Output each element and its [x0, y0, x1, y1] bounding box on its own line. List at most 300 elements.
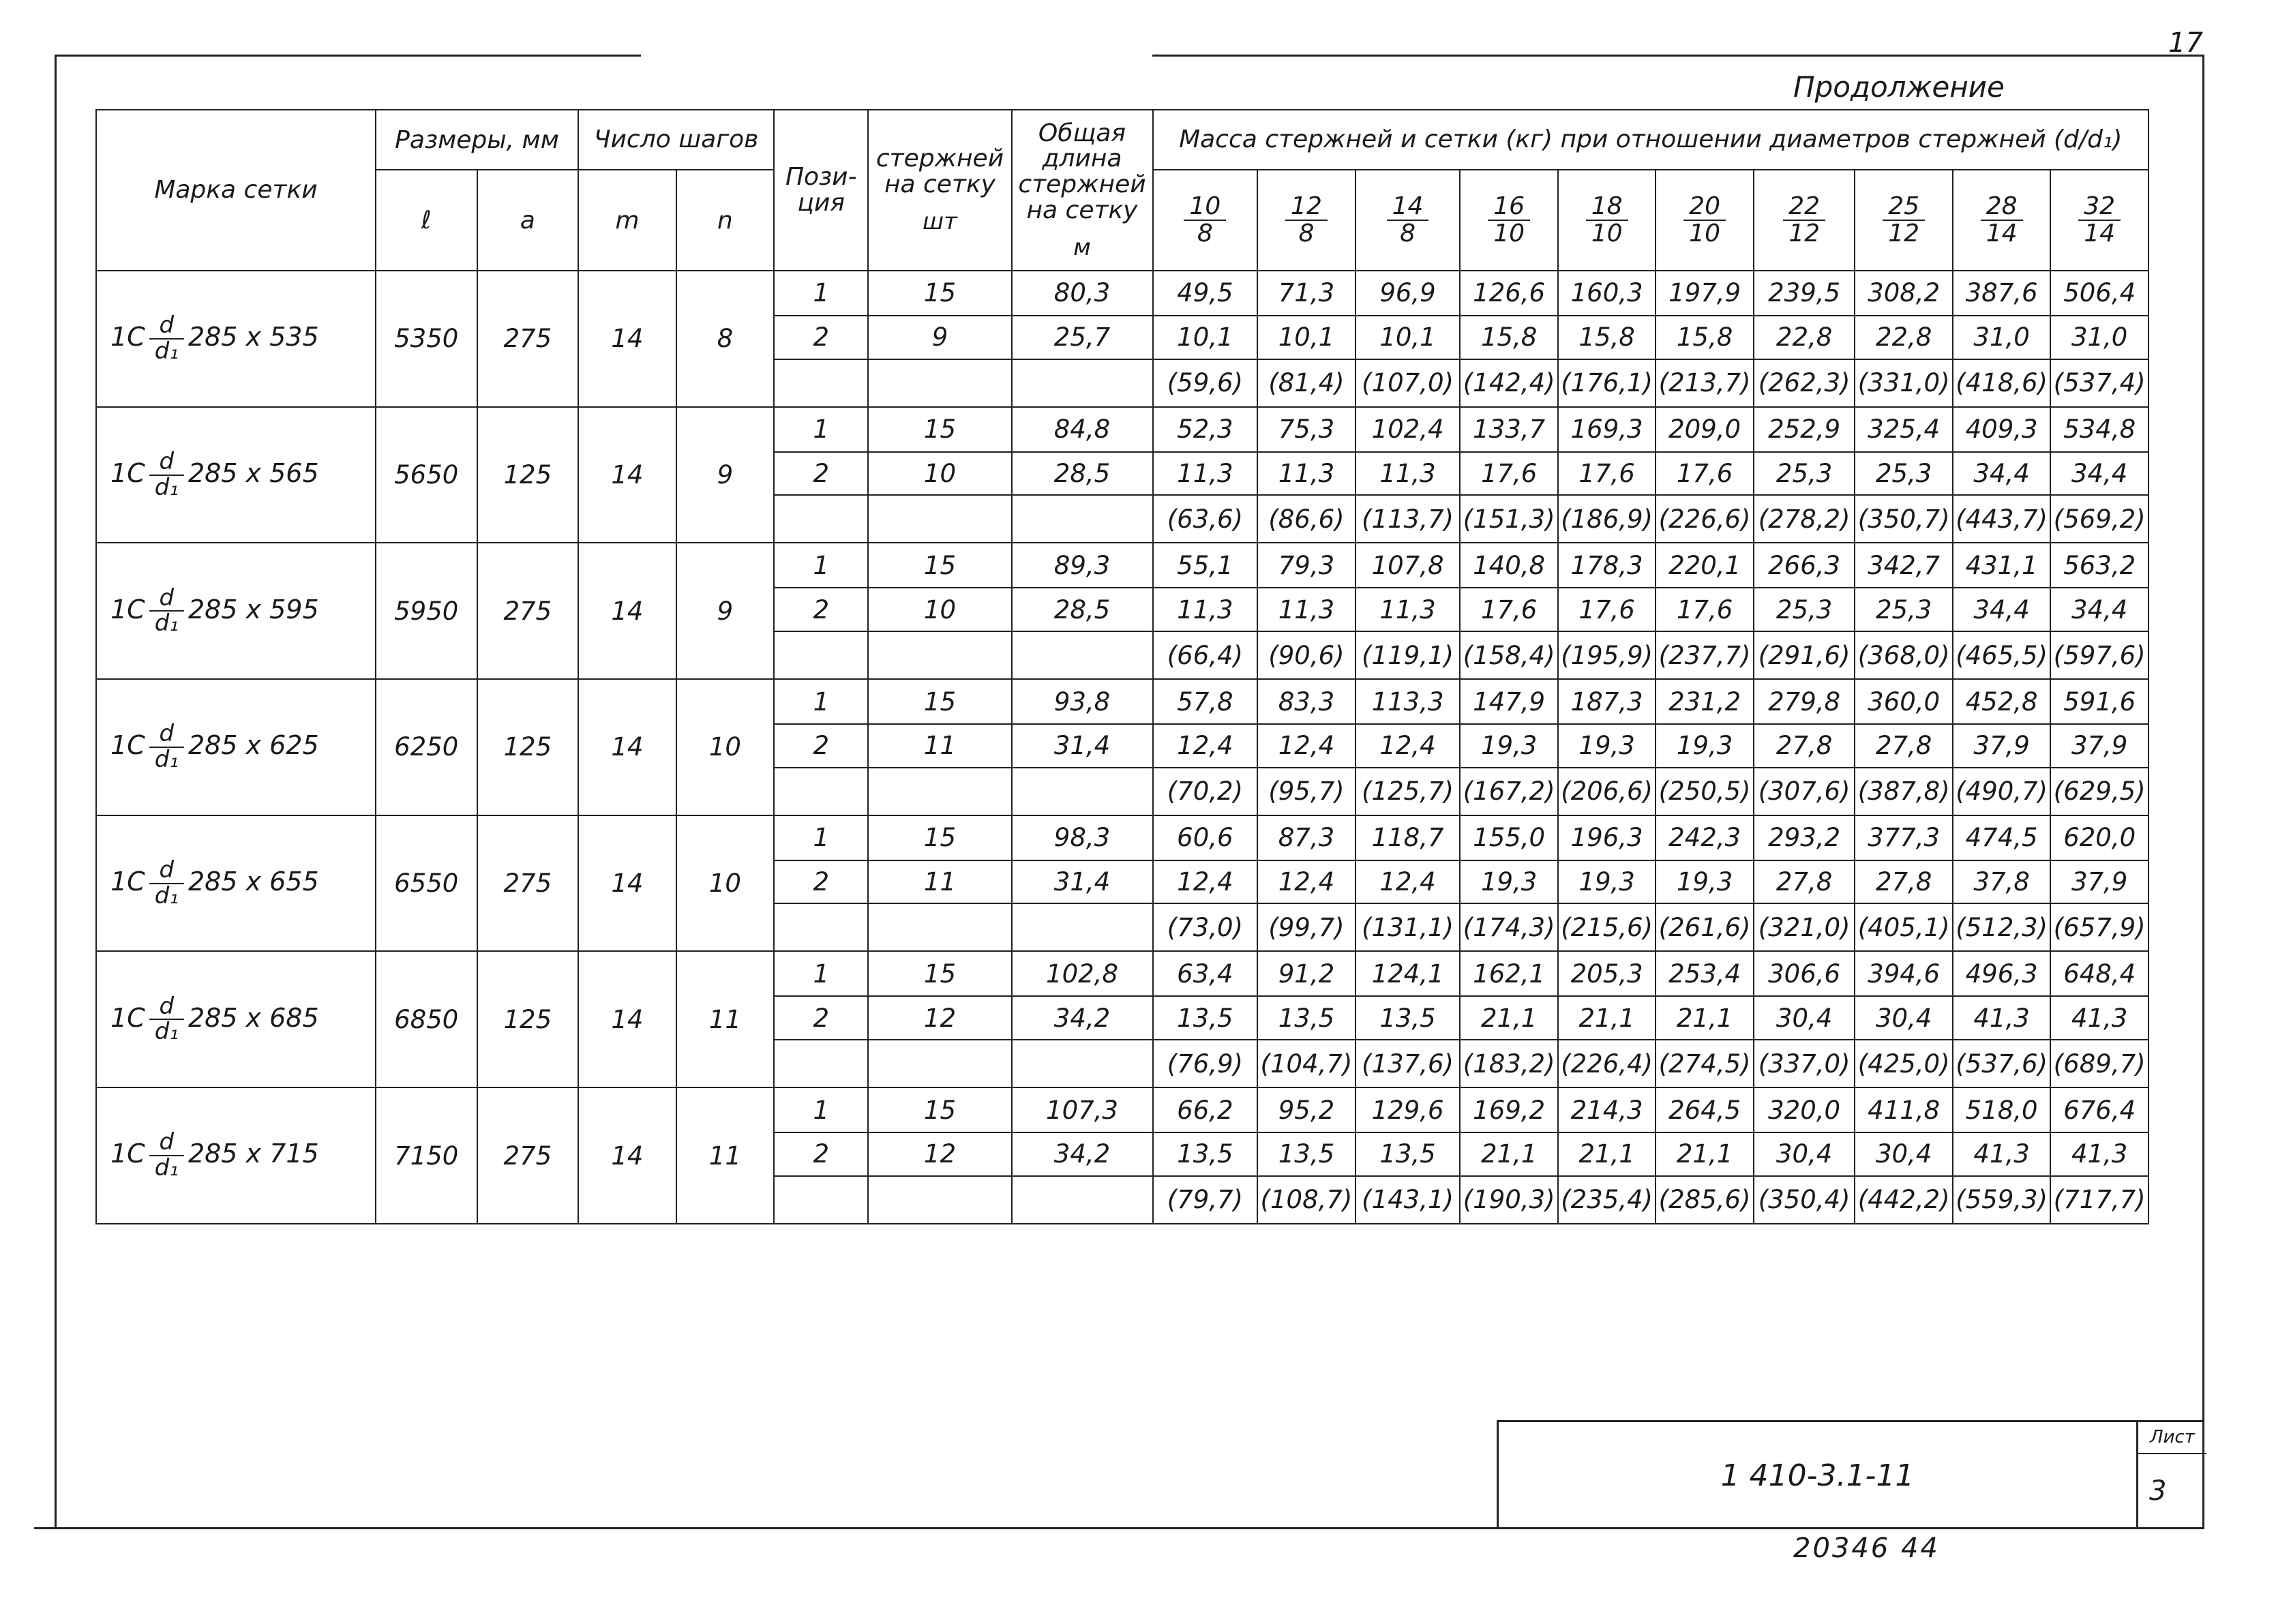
- mass-cell: 342,7: [1855, 543, 1952, 588]
- length-cell: 31,4: [1012, 860, 1153, 904]
- mass-cell: 37,9: [2050, 860, 2148, 904]
- mass-cell: (76,9): [1153, 1040, 1258, 1087]
- mesh-a-value: 275: [477, 815, 579, 952]
- frame-left-line: [55, 55, 57, 1527]
- mass-cell: (235,4): [1558, 1176, 1656, 1224]
- mass-cell: (226,6): [1656, 495, 1753, 543]
- mass-cell: 242,3: [1656, 815, 1753, 860]
- mass-cell: (629,5): [2050, 768, 2148, 815]
- length-cell: 31,4: [1012, 724, 1153, 768]
- mass-cell: 21,1: [1656, 996, 1753, 1040]
- mesh-mark-denominator: d₁: [154, 882, 179, 909]
- mass-cell: 178,3: [1558, 543, 1656, 588]
- mass-cell: 169,3: [1558, 407, 1656, 452]
- position-cell: 2: [774, 1132, 868, 1176]
- mesh-mark-fraction: [149, 586, 184, 636]
- mass-cell: 394,6: [1855, 951, 1952, 996]
- mass-cell: 140,8: [1460, 543, 1557, 588]
- mesh-mark-numerator: d: [149, 722, 184, 748]
- mesh-mark-size: 285 x 595: [188, 594, 319, 625]
- mass-cell: 19,3: [1460, 724, 1557, 768]
- header-ratio: [1257, 170, 1355, 271]
- mass-cell: 49,5: [1153, 271, 1258, 316]
- length-cell: 34,2: [1012, 1132, 1153, 1176]
- ratio-denominator: 12: [1888, 220, 1920, 247]
- header-step-m: m: [578, 170, 676, 271]
- ratio-fraction: [1683, 194, 1726, 247]
- mass-cell: (86,6): [1257, 495, 1355, 543]
- mass-cell: (465,5): [1953, 631, 2050, 679]
- mass-cell: 71,3: [1257, 271, 1355, 316]
- mass-cell: 83,3: [1257, 679, 1355, 724]
- mass-cell: 308,2: [1855, 271, 1952, 316]
- table-row: [96, 407, 2148, 452]
- table-row: [96, 1087, 2148, 1132]
- mesh-mark-fraction: [149, 314, 184, 363]
- mass-cell: 162,1: [1460, 951, 1557, 996]
- mass-cell: (107,0): [1356, 359, 1461, 407]
- mass-cell: 155,0: [1460, 815, 1557, 860]
- position-cell: 2: [774, 996, 868, 1040]
- mass-cell: (195,9): [1558, 631, 1656, 679]
- mass-cell: 10,1: [1153, 316, 1258, 359]
- mass-cell: (215,6): [1558, 903, 1656, 951]
- position-cell: [774, 359, 868, 407]
- mass-cell: 13,5: [1356, 996, 1461, 1040]
- position-cell: 2: [774, 452, 868, 496]
- ratio-denominator: 10: [1591, 220, 1623, 247]
- mesh-mark-fraction: [149, 858, 184, 908]
- ratio-fraction: [2078, 194, 2121, 247]
- mass-cell: 266,3: [1754, 543, 1855, 588]
- mass-cell: 34,4: [1953, 588, 2050, 631]
- header-size-a: a: [477, 170, 579, 271]
- mesh-a-value: 125: [477, 407, 579, 543]
- length-cell: [1012, 631, 1153, 679]
- ratio-numerator: 25: [1883, 194, 1925, 221]
- mass-cell: (73,0): [1153, 903, 1258, 951]
- mass-cell: (108,7): [1257, 1176, 1355, 1224]
- mass-cell: (137,6): [1356, 1040, 1461, 1087]
- mass-cell: 197,9: [1656, 271, 1753, 316]
- mesh-mark-size: 285 x 655: [188, 867, 319, 897]
- mass-cell: 30,4: [1754, 996, 1855, 1040]
- mass-cell: 205,3: [1558, 951, 1656, 996]
- ratio-fraction: [1285, 194, 1328, 247]
- mesh-a-value: 125: [477, 951, 579, 1087]
- mass-cell: 411,8: [1855, 1087, 1952, 1132]
- mass-cell: 15,8: [1558, 316, 1656, 359]
- mass-cell: (95,7): [1257, 768, 1355, 815]
- header-ratio: [1656, 170, 1753, 271]
- mass-cell: 12,4: [1153, 724, 1258, 768]
- mass-cell: 41,3: [1953, 996, 2050, 1040]
- mass-cell: 496,3: [1953, 951, 2050, 996]
- frame-top-right-line: [1152, 55, 2202, 57]
- mass-cell: 11,3: [1356, 588, 1461, 631]
- position-cell: [774, 768, 868, 815]
- ratio-numerator: 32: [2078, 194, 2121, 221]
- length-cell: 28,5: [1012, 588, 1153, 631]
- mass-cell: (142,4): [1460, 359, 1557, 407]
- ratio-numerator: 20: [1683, 194, 1726, 221]
- mass-cell: 11,3: [1153, 452, 1258, 496]
- ratio-numerator: 28: [1981, 194, 2023, 221]
- ratio-fraction: [1387, 194, 1429, 247]
- mass-cell: 431,1: [1953, 543, 2050, 588]
- header-mark: Марка сетки: [96, 110, 376, 271]
- mass-cell: (689,7): [2050, 1040, 2148, 1087]
- mass-cell: 19,3: [1558, 724, 1656, 768]
- mass-cell: 21,1: [1558, 1132, 1656, 1176]
- mass-cell: 13,5: [1153, 1132, 1258, 1176]
- mass-cell: 17,6: [1558, 452, 1656, 496]
- mass-cell: (291,6): [1754, 631, 1855, 679]
- position-cell: [774, 903, 868, 951]
- mesh-mark-prefix: 1С: [110, 458, 145, 489]
- mass-cell: (307,6): [1754, 768, 1855, 815]
- mesh-mark-fraction: [149, 992, 184, 1046]
- header-total-length: [1012, 110, 1153, 271]
- mesh-mark: [96, 951, 376, 1087]
- mesh-l-value: 6550: [376, 815, 477, 952]
- mass-cell: 25,3: [1855, 588, 1952, 631]
- ratio-numerator: 16: [1488, 194, 1530, 221]
- mass-cell: 13,5: [1257, 996, 1355, 1040]
- mesh-mark-prefix: 1С: [110, 867, 145, 897]
- mass-cell: 325,4: [1855, 407, 1952, 452]
- length-cell: 80,3: [1012, 271, 1153, 316]
- count-cell: 15: [868, 543, 1011, 588]
- mesh-mark-fraction: [149, 447, 184, 501]
- position-cell: 2: [774, 588, 868, 631]
- frame-top-left-line: [55, 55, 641, 57]
- count-cell: 12: [868, 996, 1011, 1040]
- count-cell: [868, 1176, 1011, 1224]
- mass-cell: (143,1): [1356, 1176, 1461, 1224]
- header-ratio: [1754, 170, 1855, 271]
- mesh-mark-size: 285 x 685: [188, 1002, 319, 1033]
- table-row: [96, 271, 2148, 316]
- ratio-numerator: 12: [1285, 194, 1328, 221]
- header-sizes: Размеры, мм: [376, 110, 578, 170]
- ratio-denominator: 10: [1493, 220, 1525, 247]
- count-cell: [868, 359, 1011, 407]
- mass-cell: 13,5: [1356, 1132, 1461, 1176]
- mass-cell: 320,0: [1754, 1087, 1855, 1132]
- mass-cell: 534,8: [2050, 407, 2148, 452]
- mass-cell: 27,8: [1855, 860, 1952, 904]
- mesh-mark-fraction: [149, 1130, 184, 1180]
- mass-cell: 187,3: [1558, 679, 1656, 724]
- mesh-mark-numerator: d: [149, 1130, 184, 1156]
- header-ratio: [1460, 170, 1557, 271]
- length-cell: 28,5: [1012, 452, 1153, 496]
- mass-cell: 306,6: [1754, 951, 1855, 996]
- mass-cell: 409,3: [1953, 407, 2050, 452]
- mesh-mark-denominator: d₁: [154, 1018, 179, 1046]
- mass-cell: 15,8: [1656, 316, 1753, 359]
- ratio-fraction: [1184, 194, 1226, 247]
- mass-cell: (425,0): [1855, 1040, 1952, 1087]
- count-cell: 10: [868, 588, 1011, 631]
- ratio-fraction: [1488, 194, 1530, 247]
- ratio-denominator: 14: [1986, 220, 2018, 247]
- mesh-m-value: 14: [578, 407, 676, 543]
- mesh-n-value: 11: [676, 951, 774, 1087]
- mass-cell: (405,1): [1855, 903, 1952, 951]
- mesh-mark-size: 285 x 535: [188, 322, 319, 352]
- header-step-n: n: [676, 170, 774, 271]
- header-total-length-unit: м: [1073, 233, 1091, 261]
- mass-cell: 25,3: [1754, 452, 1855, 496]
- ratio-denominator: 8: [1197, 220, 1213, 247]
- mesh-n-value: 10: [676, 679, 774, 815]
- position-cell: 2: [774, 860, 868, 904]
- mass-cell: (113,7): [1356, 495, 1461, 543]
- mass-cell: (597,6): [2050, 631, 2148, 679]
- mass-cell: 279,8: [1754, 679, 1855, 724]
- mass-cell: 15,8: [1460, 316, 1557, 359]
- mass-cell: 387,6: [1953, 271, 2050, 316]
- position-cell: [774, 1176, 868, 1224]
- mesh-mark-size: 285 x 715: [188, 1139, 319, 1169]
- mesh-mark-numerator: d: [149, 450, 184, 476]
- mass-cell: 360,0: [1855, 679, 1952, 724]
- mass-cell: 30,4: [1754, 1132, 1855, 1176]
- mass-cell: 264,5: [1656, 1087, 1753, 1132]
- mass-cell: (151,3): [1460, 495, 1557, 543]
- mass-cell: 17,6: [1656, 588, 1753, 631]
- mass-cell: (206,6): [1558, 768, 1656, 815]
- mass-cell: (158,4): [1460, 631, 1557, 679]
- mesh-m-value: 14: [578, 271, 676, 407]
- header-ratio: [1855, 170, 1952, 271]
- header-ratio: [1953, 170, 2050, 271]
- mass-cell: 22,8: [1754, 316, 1855, 359]
- mass-cell: (442,2): [1855, 1176, 1952, 1224]
- mass-cell: (167,2): [1460, 768, 1557, 815]
- length-cell: [1012, 903, 1153, 951]
- mesh-m-value: 14: [578, 815, 676, 952]
- mass-cell: 19,3: [1656, 860, 1753, 904]
- mass-cell: 30,4: [1855, 1132, 1952, 1176]
- position-cell: 1: [774, 1087, 868, 1132]
- ratio-fraction: [1883, 194, 1925, 247]
- ratio-denominator: 10: [1689, 220, 1720, 247]
- ratio-fraction: [1586, 194, 1628, 247]
- mass-cell: 19,3: [1656, 724, 1753, 768]
- ratio-fraction: [1783, 194, 1825, 247]
- mesh-n-value: 9: [676, 543, 774, 679]
- archive-number: 20346 44: [1793, 1533, 1940, 1564]
- mass-cell: 563,2: [2050, 543, 2148, 588]
- count-cell: 15: [868, 1087, 1011, 1132]
- mass-cell: 126,6: [1460, 271, 1557, 316]
- mesh-l-value: 6850: [376, 951, 477, 1087]
- table-row: [96, 679, 2148, 724]
- mass-cell: 55,1: [1153, 543, 1258, 588]
- mass-cell: (59,6): [1153, 359, 1258, 407]
- mass-cell: 25,3: [1855, 452, 1952, 496]
- length-cell: [1012, 1176, 1153, 1224]
- mass-cell: 10,1: [1257, 316, 1355, 359]
- mass-cell: (176,1): [1558, 359, 1656, 407]
- position-cell: [774, 495, 868, 543]
- mass-cell: 17,6: [1558, 588, 1656, 631]
- count-cell: 11: [868, 860, 1011, 904]
- mass-cell: (559,3): [1953, 1176, 2050, 1224]
- mass-cell: 147,9: [1460, 679, 1557, 724]
- header-bars-count-label: стержней на сетку: [875, 145, 1004, 199]
- mesh-mark-fraction: [149, 722, 184, 772]
- position-cell: 1: [774, 407, 868, 452]
- mesh-mark-numerator: d: [149, 314, 184, 340]
- mass-cell: (285,6): [1656, 1176, 1753, 1224]
- mass-cell: 214,3: [1558, 1087, 1656, 1132]
- mesh-n-value: 8: [676, 271, 774, 407]
- mass-cell: 12,4: [1257, 860, 1355, 904]
- mass-cell: 31,0: [2050, 316, 2148, 359]
- mass-cell: 11,3: [1153, 588, 1258, 631]
- mass-cell: (490,7): [1953, 768, 2050, 815]
- mass-cell: 75,3: [1257, 407, 1355, 452]
- mesh-mark-denominator: d₁: [154, 473, 179, 501]
- table-row: [96, 543, 2148, 588]
- mass-cell: (90,6): [1257, 631, 1355, 679]
- mesh-mark-prefix: 1С: [110, 594, 145, 625]
- mass-cell: 22,8: [1855, 316, 1952, 359]
- mass-cell: (418,6): [1953, 359, 2050, 407]
- mass-cell: 91,2: [1257, 951, 1355, 996]
- mesh-mark-size: 285 x 625: [188, 730, 319, 761]
- ratio-denominator: 12: [1788, 220, 1821, 247]
- mass-cell: 196,3: [1558, 815, 1656, 860]
- mass-cell: (81,4): [1257, 359, 1355, 407]
- mass-cell: (350,4): [1754, 1176, 1855, 1224]
- mesh-a-value: 275: [477, 271, 579, 407]
- mass-cell: 34,4: [1953, 452, 2050, 496]
- mass-cell: 133,7: [1460, 407, 1557, 452]
- position-cell: 1: [774, 543, 868, 588]
- mass-cell: (226,4): [1558, 1040, 1656, 1087]
- mass-cell: (387,8): [1855, 768, 1952, 815]
- mass-cell: (278,2): [1754, 495, 1855, 543]
- mass-cell: (274,5): [1656, 1040, 1753, 1087]
- mesh-mass-table: [95, 109, 2149, 1224]
- count-cell: 15: [868, 271, 1011, 316]
- mass-cell: 252,9: [1754, 407, 1855, 452]
- table-row: [96, 815, 2148, 860]
- mass-cell: (717,7): [2050, 1176, 2148, 1224]
- ratio-fraction: [1981, 194, 2023, 247]
- mass-cell: 231,2: [1656, 679, 1753, 724]
- mass-cell: 57,8: [1153, 679, 1258, 724]
- mass-cell: 620,0: [2050, 815, 2148, 860]
- mass-cell: (104,7): [1257, 1040, 1355, 1087]
- count-cell: [868, 903, 1011, 951]
- length-cell: [1012, 495, 1153, 543]
- position-cell: [774, 631, 868, 679]
- ratio-denominator: 14: [2084, 220, 2116, 247]
- mass-cell: 253,4: [1656, 951, 1753, 996]
- ratio-numerator: 22: [1783, 194, 1825, 221]
- sheet-label: Лист: [2138, 1422, 2206, 1454]
- length-cell: [1012, 1040, 1153, 1087]
- mass-cell: 220,1: [1656, 543, 1753, 588]
- header-bars-count-unit: шт: [923, 207, 957, 235]
- length-cell: 34,2: [1012, 996, 1153, 1040]
- mass-cell: (99,7): [1257, 903, 1355, 951]
- mass-cell: (262,3): [1754, 359, 1855, 407]
- mass-cell: 107,8: [1356, 543, 1461, 588]
- mesh-m-value: 14: [578, 679, 676, 815]
- mass-cell: (119,1): [1356, 631, 1461, 679]
- mesh-mark-denominator: d₁: [154, 745, 179, 773]
- mass-cell: 60,6: [1153, 815, 1258, 860]
- header-size-l: ℓ: [376, 170, 477, 271]
- mass-cell: (63,6): [1153, 495, 1258, 543]
- mass-cell: (331,0): [1855, 359, 1952, 407]
- mesh-mark: [96, 815, 376, 952]
- mesh-mark-prefix: 1С: [110, 730, 145, 761]
- mass-cell: 41,3: [2050, 1132, 2148, 1176]
- position-cell: 2: [774, 316, 868, 359]
- mass-cell: (261,6): [1656, 903, 1753, 951]
- mesh-mark: [96, 271, 376, 407]
- mass-cell: 11,3: [1257, 588, 1355, 631]
- count-cell: 15: [868, 407, 1011, 452]
- mesh-mark: [96, 543, 376, 679]
- mass-cell: (250,5): [1656, 768, 1753, 815]
- mesh-mark-denominator: d₁: [154, 610, 179, 637]
- mesh-m-value: 14: [578, 951, 676, 1087]
- mass-cell: (537,6): [1953, 1040, 2050, 1087]
- count-cell: 10: [868, 452, 1011, 496]
- mass-cell: (186,9): [1558, 495, 1656, 543]
- mass-cell: (70,2): [1153, 768, 1258, 815]
- length-cell: 93,8: [1012, 679, 1153, 724]
- mass-cell: 52,3: [1153, 407, 1258, 452]
- mass-cell: 12,4: [1356, 860, 1461, 904]
- mesh-mark-prefix: 1С: [110, 1139, 145, 1169]
- ratio-numerator: 14: [1387, 194, 1429, 221]
- mass-cell: 13,5: [1257, 1132, 1355, 1176]
- length-cell: [1012, 768, 1153, 815]
- mass-cell: 169,2: [1460, 1087, 1557, 1132]
- mesh-l-value: 6250: [376, 679, 477, 815]
- mass-cell: 17,6: [1460, 452, 1557, 496]
- mass-cell: (537,4): [2050, 359, 2148, 407]
- count-cell: 12: [868, 1132, 1011, 1176]
- mass-cell: 21,1: [1460, 1132, 1557, 1176]
- mass-cell: 209,0: [1656, 407, 1753, 452]
- header-ratio: [1558, 170, 1656, 271]
- header-bars-count: [868, 110, 1011, 271]
- mesh-mark-denominator: d₁: [154, 1154, 179, 1182]
- mass-cell: 31,0: [1953, 316, 2050, 359]
- mass-cell: 37,9: [1953, 724, 2050, 768]
- mesh-mark-denominator: d₁: [154, 337, 179, 365]
- mass-cell: 377,3: [1855, 815, 1952, 860]
- mass-cell: 27,8: [1855, 724, 1952, 768]
- mass-cell: 25,3: [1754, 588, 1855, 631]
- count-cell: 9: [868, 316, 1011, 359]
- mass-cell: 293,2: [1754, 815, 1855, 860]
- table-row: [96, 951, 2148, 996]
- count-cell: [868, 495, 1011, 543]
- mass-cell: 37,9: [2050, 724, 2148, 768]
